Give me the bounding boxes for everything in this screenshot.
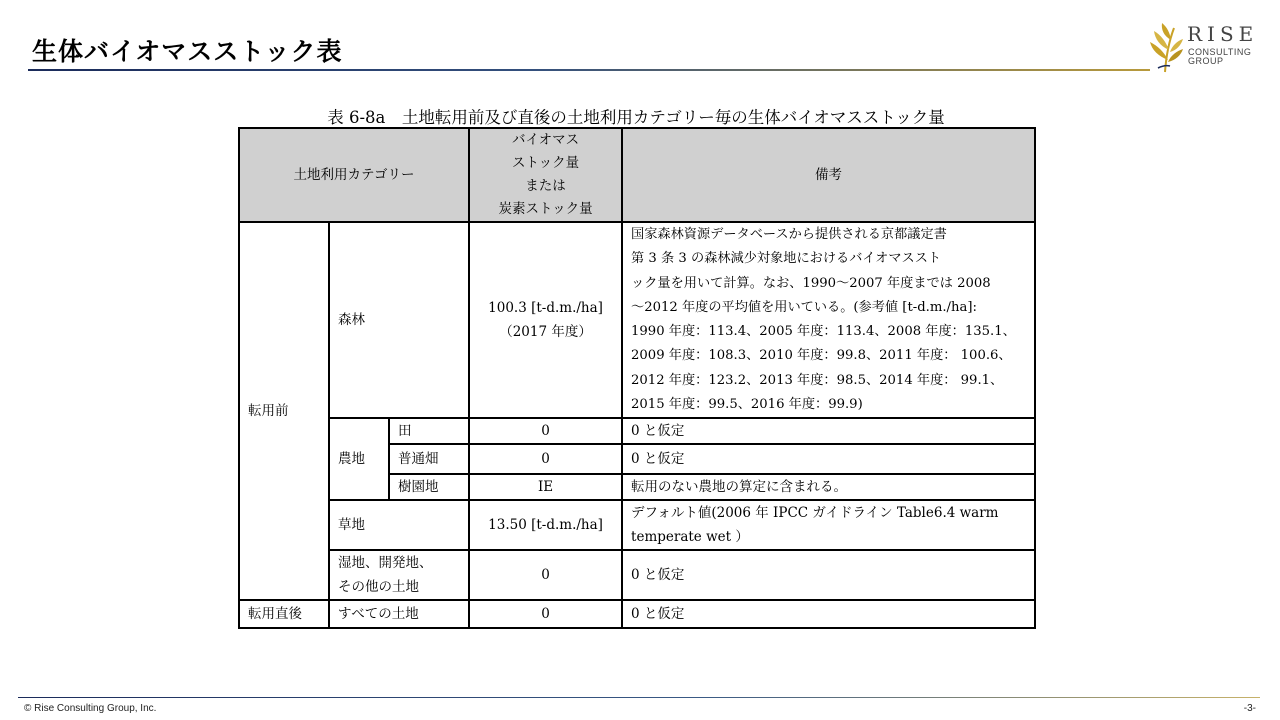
- category-wetland-other: 湿地、開発地、 その他の土地: [329, 550, 469, 600]
- category-forest: 森林: [329, 222, 469, 418]
- group-before-conversion: 転用前: [239, 222, 329, 600]
- company-logo: [1146, 20, 1261, 74]
- table-header-row: [239, 128, 1035, 222]
- category-upland: 普通畑: [389, 444, 469, 474]
- header-stock: バイオマス ストック量 または 炭素ストック量: [469, 128, 622, 222]
- value-grassland: 13.50 [t-d.m./ha]: [469, 500, 622, 550]
- category-all-land: すべての土地: [329, 600, 469, 628]
- table-row: [239, 600, 1035, 628]
- logo-subtitle: CONSULTING GROUP: [1188, 47, 1252, 66]
- footer-copyright: © Rise Consulting Group, Inc.: [24, 703, 157, 714]
- footer-divider: [18, 697, 1260, 698]
- value-orchard: IE: [469, 474, 622, 500]
- note-upland: 0 と仮定: [622, 444, 1035, 474]
- page-number: -3-: [1243, 703, 1256, 714]
- group-farmland: 農地: [329, 418, 389, 500]
- table-caption: 表 6-8a 土地転用前及び直後の土地利用カテゴリー毎の生体バイオマスストック量: [327, 108, 945, 127]
- table-row: [239, 222, 1035, 418]
- note-wetland-other: 0 と仮定: [622, 550, 1035, 600]
- note-orchard: 転用のない農地の算定に含まれる。: [622, 474, 1035, 500]
- value-forest: 100.3 [t-d.m./ha] （2017 年度）: [469, 222, 622, 418]
- note-forest: 国家森林資源データベースから提供される京都議定書 第 3 条 3 の森林減少対象地におけるバイオマススト ック量を用いて計算。なお、1990～2007 年度までは 2008 ～2012 年度の平均値を用いている。(参考値 [t-d.m./ha]: 1990 年度：113.4、2005 年度：113.4、2008 年度：135.1、 2009 年度：108.3、2010 年度：99.8、2011 年度： 100.6、 2012 年度：123.2、2013 年度：98.5、2014 年度： 99.1、 2015 年度：99.5、2016 年度：99.9): [622, 222, 1035, 418]
- title-divider: [28, 69, 1150, 71]
- value-upland: 0: [469, 444, 622, 474]
- wheat-logo-icon: [1146, 20, 1186, 74]
- category-grassland: 草地: [329, 500, 469, 550]
- group-after-conversion: 転用直後: [239, 600, 329, 628]
- note-grassland: デフォルト値(2006 年 IPCC ガイドライン Table6.4 warm temperate wet ）: [622, 500, 1035, 550]
- note-all-land: 0 と仮定: [622, 600, 1035, 628]
- table-row: [239, 418, 1035, 444]
- category-orchard: 樹園地: [389, 474, 469, 500]
- table-row: [239, 500, 1035, 550]
- value-paddy: 0: [469, 418, 622, 444]
- note-paddy: 0 と仮定: [622, 418, 1035, 444]
- logo-wordmark: RISE: [1187, 22, 1259, 46]
- header-remarks: 備考: [622, 128, 1035, 222]
- slide-title: 生体バイオマスストック表: [32, 37, 343, 66]
- biomass-stock-table: [238, 127, 1036, 629]
- value-all-land: 0: [469, 600, 622, 628]
- value-wetland-other: 0: [469, 550, 622, 600]
- table-row: [239, 550, 1035, 600]
- category-paddy: 田: [389, 418, 469, 444]
- header-category: 土地利用カテゴリー: [239, 128, 469, 222]
